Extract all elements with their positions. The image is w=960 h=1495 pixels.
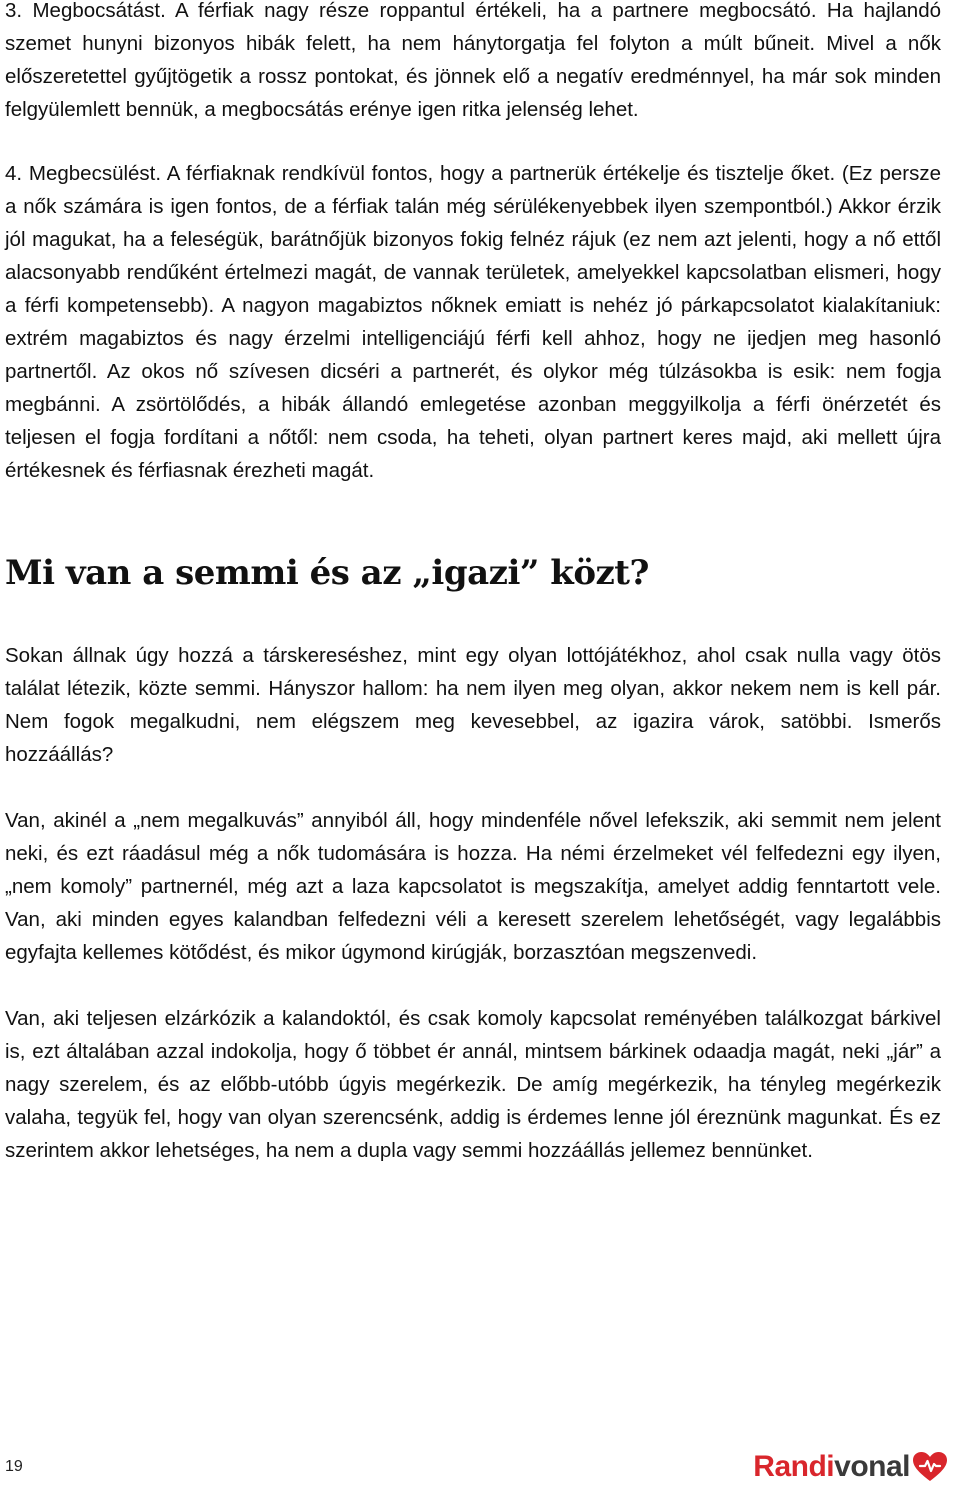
logo-text-randi: Randi xyxy=(753,1450,835,1483)
paragraph-megbocsatas: 3. Megbocsátást. A férfiak nagy része roppantul értékeli, ha a partnere megbocsátó. Ha hajlandó szemet hunyni bizonyos hibák felett, ha nem hánytorgatja fel folyton a múlt bűneit. Mivel a nők előszeretettel gyűjtögetik a rossz pontokat, és jönnek elő a negatív eredménnyel, ha már sok minden felgyülemlett bennük, a megbocsátás erénye igen ritka jelenség lehet. xyxy=(5,0,941,121)
randivonal-logo xyxy=(753,1450,948,1484)
page-number: 19 xyxy=(5,1458,23,1475)
document-page xyxy=(5,0,941,1167)
paragraph-lotto: Sokan állnak úgy hozzá a társkereséshez, mint egy olyan lottójátékhoz, ahol csak nulla vagy ötös találat létezik, közte semmi. Hányszor hallom: ha nem ilyen meg olyan, akkor nekem nem is kell pár. Nem fogok megalkudni, nem elégszem meg kevesebbel, az igazira várok, satöbbi. Ismerős hozzáállás? xyxy=(5,644,941,766)
logo-text-vonal: vonal xyxy=(834,1450,910,1483)
paragraph-elzarkozik: Van, aki teljesen elzárkózik a kalandoktól, és csak komoly kapcsolat reményében találkozgat bárkivel is, ezt általában azzal indokolja, hogy ő többet ér annál, mintsem bárkinek odaadja magát, neki „jár” a nagy szerelem, és az előbb-utóbb úgyis megérkezik. De amíg megérkezik, ha tényleg megérkezik valaha, tegyük fel, hogy van olyan szerencsénk, addig is érdemes lenne jól éreznünk magunkat. És ez szerintem akkor lehetséges, ha nem a dupla vagy semmi hozzáállás jellemez bennünket. xyxy=(5,1007,941,1162)
paragraph-megbecsules: 4. Megbecsülést. A férfiaknak rendkívül fontos, hogy a partnerük értékelje és tisztelje őket. (Ez persze a nők számára is igen fontos, de a férfiak talán még sérülékenyebbek ilyen szempontból.) Akkor érzik jól magukat, ha a feleségük, barátnőjük bizonyos fokig felnéz rájuk (ez nem azt jelenti, hogy a nő ettől alacsonyabb rendűként értelmezi magát, de vannak területek, amelyekkel kapcsolatban elismeri, hogy a férfi kompetensebb). A nagyon magabiztos nőknek emiatt is nehéz jó párkapcsolatot kialakítaniuk: extrém magabiztos és nagy érzelmi intelligenciájú férfi kell ahhoz, hogy ne ijedjen meg hasonló partnertől. Az okos nő szívesen dicséri a partnerét, és olykor még túlzásokba is esik: nem fogja megbánni. A zsörtölődés, a hibák állandó emlegetése azonban meggyilkolja a férfi önérzetét és teljesen el fogja fordítani a nőtől: nem csoda, ha teheti, olyan partnert keres majd, aki mellett újra értékesnek és férfiasnak érezheti magát. xyxy=(5,162,941,482)
paragraph-nem-megalkuvas: Van, akinél a „nem megalkuvás” annyiból áll, hogy mindenféle nővel lefekszik, aki semmit nem jelent neki, és ezt ráadásul még a nők tudomására is hozza. Ha némi érzelmeket vél felfedezni egy ilyen, „nem komoly” partnernél, még azt a laza kapcsolatot is megszakítja, amelyet addig fenntartott vele. Van, aki minden egyes kalandban felfedezni véli a keresett szerelem lehetőségét, vagy legalábbis egyfajta kellemes kötődést, és mikor úgymond kirúgják, borzasztóan megszenvedi. xyxy=(5,809,941,964)
section-heading: Mi van a semmi és az „igazi” közt? xyxy=(5,553,649,593)
heart-icon xyxy=(912,1451,948,1483)
